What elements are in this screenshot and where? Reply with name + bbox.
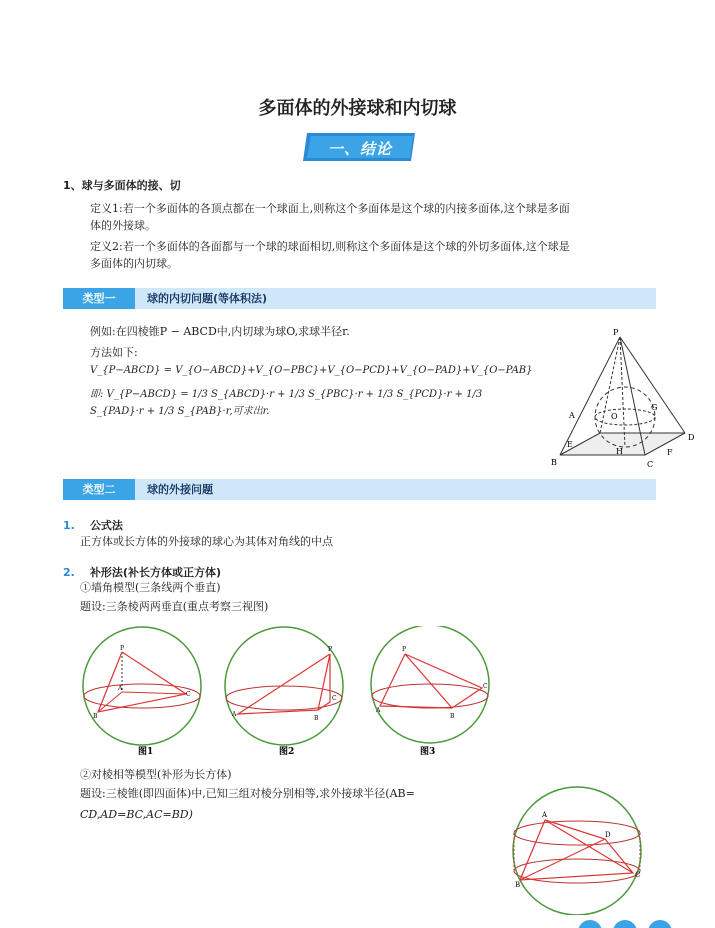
caption-fig3: 图3 [420, 747, 436, 756]
opposite-edges-figure [505, 785, 655, 915]
method1-heading: 1. 公式法 [63, 519, 123, 532]
definition-1: 定义1:若一个多面体的各顶点都在一个球面上,则称这个多面体是这个球的内接多面体,这个球是多面 体的外接球。 [90, 202, 570, 232]
svg-text:C: C [647, 460, 654, 469]
svg-text:D: D [605, 831, 611, 839]
svg-text:C: C [332, 695, 337, 702]
type1-method: 方法如下: [90, 346, 138, 359]
page-title: 多面体的外接球和内切球 [258, 98, 457, 119]
svg-text:B: B [515, 881, 521, 889]
svg-text:B: B [450, 713, 455, 720]
svg-text:H: H [616, 447, 623, 456]
method2-sub2: ②对棱相等模型(补形为长方体) [80, 768, 232, 781]
type1-volume-sum: V_{P−ABCD} = V_{O−ABCD}+V_{O−PBC}+V_{O−PCD}+V_{O−PAD}+V_{O−PAB} [90, 365, 533, 376]
svg-text:P: P [120, 645, 125, 652]
svg-text:D: D [688, 433, 695, 442]
svg-text:C: C [186, 691, 191, 698]
type2-title: 球的外接问题 [147, 483, 213, 496]
section-banner-label: 一、结论 [328, 140, 393, 158]
section-heading: 1、球与多面体的接、切 [63, 179, 181, 192]
svg-text:G: G [651, 403, 658, 412]
definition-2: 定义2:若一个多面体的各面都与一个球的球面相切,则称这个多面体是这个球的外切多面体,这个球是 多面体的内切球。 [90, 240, 570, 270]
svg-text:A: A [376, 707, 381, 714]
type1-formula: 即: V_{P−ABCD} = 1/3 S_{ABCD}·r + 1/3 S_{PBC}·r + 1/3 S_{PCD}·r + 1/3 S_{PAD}·r + 1/3 S_{PAB}·r,可求出r. [90, 389, 483, 417]
sphere-figure-1 [83, 627, 201, 745]
svg-text:A: A [118, 685, 123, 692]
svg-text:A: A [569, 411, 575, 420]
type1-example: 例如:在四棱锥P − ABCD中,内切球为球O,求球半径r. [90, 325, 350, 338]
type2-label: 类型二 [63, 479, 135, 500]
caption-fig1: 图1 [138, 747, 154, 756]
svg-text:A: A [542, 811, 548, 819]
pyramid-figure [545, 325, 705, 475]
method2-sub2-line2: CD,AD=BC,AC=BD) [80, 808, 193, 821]
decorative-circles [575, 918, 675, 928]
method1-text: 正方体或长方体的外接球的球心为其体对角线的中点 [80, 535, 333, 548]
svg-text:C: C [635, 871, 641, 879]
svg-text:O: O [611, 412, 618, 421]
sphere-figure-3 [371, 626, 489, 743]
type2-band [63, 479, 656, 500]
svg-text:E: E [567, 440, 573, 449]
svg-text:B: B [93, 713, 98, 720]
svg-text:P: P [402, 646, 407, 653]
type1-title: 球的内切问题(等体积法) [147, 292, 268, 305]
svg-text:F: F [667, 448, 673, 457]
method2-sub2-line1: 题设:三棱锥(即四面体)中,已知三组对棱分别相等,求外接球半径(AB= [80, 787, 415, 800]
wall-corner-figures [80, 626, 500, 756]
method2-sub1: ①墙角模型(三条线两个垂直) [80, 581, 221, 594]
type1-label: 类型一 [63, 288, 135, 309]
sphere-figure-2 [225, 627, 343, 745]
svg-text:C: C [483, 683, 488, 690]
svg-text:B: B [314, 715, 319, 722]
svg-text:B: B [551, 458, 557, 467]
caption-fig2: 图2 [279, 747, 295, 756]
method2-heading: 2. 补形法(补长方体或正方体) [63, 566, 221, 579]
svg-text:A: A [232, 711, 237, 718]
method2-sub1-note: 题设:三条棱两两垂直(重点考察三视图) [80, 600, 269, 613]
type1-band [63, 288, 656, 309]
svg-text:P: P [328, 646, 333, 653]
label-p: P [613, 328, 619, 337]
